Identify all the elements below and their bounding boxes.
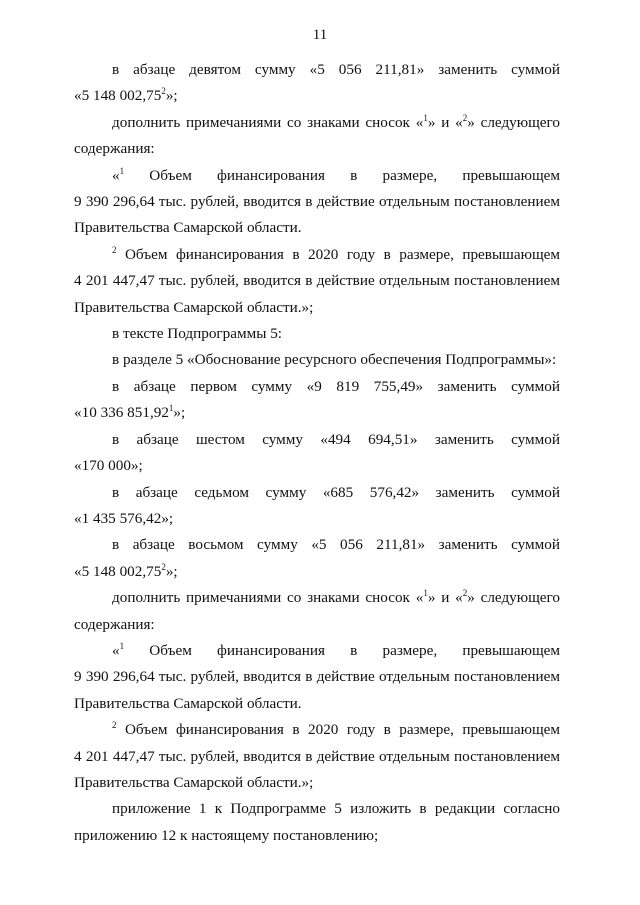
text: приложению 12 к настоящему постановлению; (74, 826, 379, 844)
footnote-marker: 1 (168, 403, 174, 414)
footnote-2b-line1 (74, 717, 560, 743)
text: Объем финансирования в 2020 году в размере, превышающем (116, 721, 560, 739)
text: «170 000»; (74, 457, 143, 475)
footnote-2-line1 (74, 242, 560, 268)
text: «5 148 002,75 (74, 87, 162, 105)
paragraph-note-intro-line2 (74, 136, 560, 162)
text: «5 148 002,75 (74, 562, 162, 580)
paragraph-subprogram (74, 321, 560, 347)
paragraph-para1-line2 (74, 400, 560, 426)
text: дополнить примечаниями со знаками сносок « (112, 113, 424, 131)
footnote-marker: 2 (112, 244, 117, 255)
footnote-1b-line2 (74, 664, 560, 690)
text: »; (165, 87, 178, 105)
footnote-marker: 2 (161, 561, 166, 572)
paragraph-para8-line1 (74, 532, 560, 558)
text: содержания: (74, 140, 155, 158)
footnote-marker: 2 (112, 720, 117, 731)
text: Объем финансирования в размере, превышающем (124, 641, 560, 659)
footnote-marker: 2 (462, 112, 468, 123)
footnote-1b-line3 (74, 691, 560, 717)
footnote-marker: 1 (119, 640, 125, 651)
paragraph-para1-line1 (74, 374, 560, 400)
footnote-marker: 1 (423, 588, 428, 599)
text: Объем финансирования в размере, превышающем (124, 166, 560, 184)
text: в тексте Подпрограммы 5: (112, 325, 283, 343)
paragraph-para8-line2 (74, 559, 560, 585)
paragraph-para6-line2 (74, 453, 560, 479)
text: Правительства Самарской области. (74, 219, 302, 237)
text: « (112, 641, 120, 659)
footnote-1-line2 (74, 189, 560, 215)
text: » и « (427, 113, 463, 131)
footnote-2b-line3 (74, 770, 560, 796)
text: « (112, 166, 120, 184)
text: в абзаце шестом сумму «494 694,51» заменить суммой (112, 430, 560, 448)
text: 9 390 296,64 тыс. рублей, вводится в действие отдельным постановлением (74, 193, 560, 211)
footnote-marker: 2 (462, 588, 468, 599)
text: в абзаце первом сумму «9 819 755,49» заменить суммой (112, 377, 560, 395)
text: 9 390 296,64 тыс. рублей, вводится в действие отдельным постановлением (74, 668, 560, 686)
text: »; (173, 404, 186, 422)
footnote-1b-line1 (74, 638, 560, 664)
text: »; (165, 562, 178, 580)
text: содержания: (74, 615, 155, 633)
paragraph-para7-line2 (74, 506, 560, 532)
text: «1 435 576,42»; (74, 509, 174, 527)
text: в разделе 5 «Обоснование ресурсного обеспечения Подпрограммы»: (112, 351, 557, 369)
text: » следующего (467, 113, 560, 131)
footnote-2-line3 (74, 295, 560, 321)
footnote-1-line1 (74, 163, 560, 189)
text: » следующего (467, 589, 560, 607)
paragraph-appendix-line2 (74, 823, 560, 849)
text: Правительства Самарской области.»; (74, 298, 314, 316)
paragraph-para9-line1 (74, 57, 560, 83)
text: 4 201 447,47 тыс. рублей, вводится в действие отдельным постановлением (74, 272, 560, 290)
footnote-marker: 1 (119, 165, 125, 176)
paragraph-section5 (74, 347, 560, 373)
text: в абзаце восьмом сумму «5 056 211,81» заменить суммой (112, 536, 560, 554)
text: приложение 1 к Подпрограмме 5 изложить в редакции согласно (112, 800, 560, 818)
text: в абзаце седьмом сумму «685 576,42» заменить суммой (112, 483, 560, 501)
paragraph-note-intro (74, 110, 560, 136)
page-number: 11 (312, 27, 328, 43)
footnote-marker: 2 (161, 86, 166, 97)
paragraph-appendix-line1 (74, 796, 560, 822)
document-body (74, 57, 560, 849)
footnote-marker: 1 (423, 112, 428, 123)
paragraph-note-intro-2-line2 (74, 612, 560, 638)
text: 4 201 447,47 тыс. рублей, вводится в действие отдельным постановлением (74, 747, 560, 765)
text: Правительства Самарской области. (74, 694, 302, 712)
text: Правительства Самарской области.»; (74, 773, 314, 791)
footnote-2b-line2 (74, 744, 560, 770)
paragraph-note-intro-2 (74, 585, 560, 611)
paragraph-para6-line1 (74, 427, 560, 453)
paragraph-para7-line1 (74, 480, 560, 506)
text: Объем финансирования в 2020 году в размере, превышающем (116, 245, 560, 263)
text: в абзаце девятом сумму «5 056 211,81» заменить суммой (112, 61, 560, 78)
paragraph-para9-line2 (74, 83, 560, 109)
text: дополнить примечаниями со знаками сносок « (112, 589, 424, 607)
footnote-1-line3 (74, 215, 560, 241)
text: » и « (427, 589, 463, 607)
text: «10 336 851,92 (74, 404, 169, 422)
footnote-2-line2 (74, 268, 560, 294)
